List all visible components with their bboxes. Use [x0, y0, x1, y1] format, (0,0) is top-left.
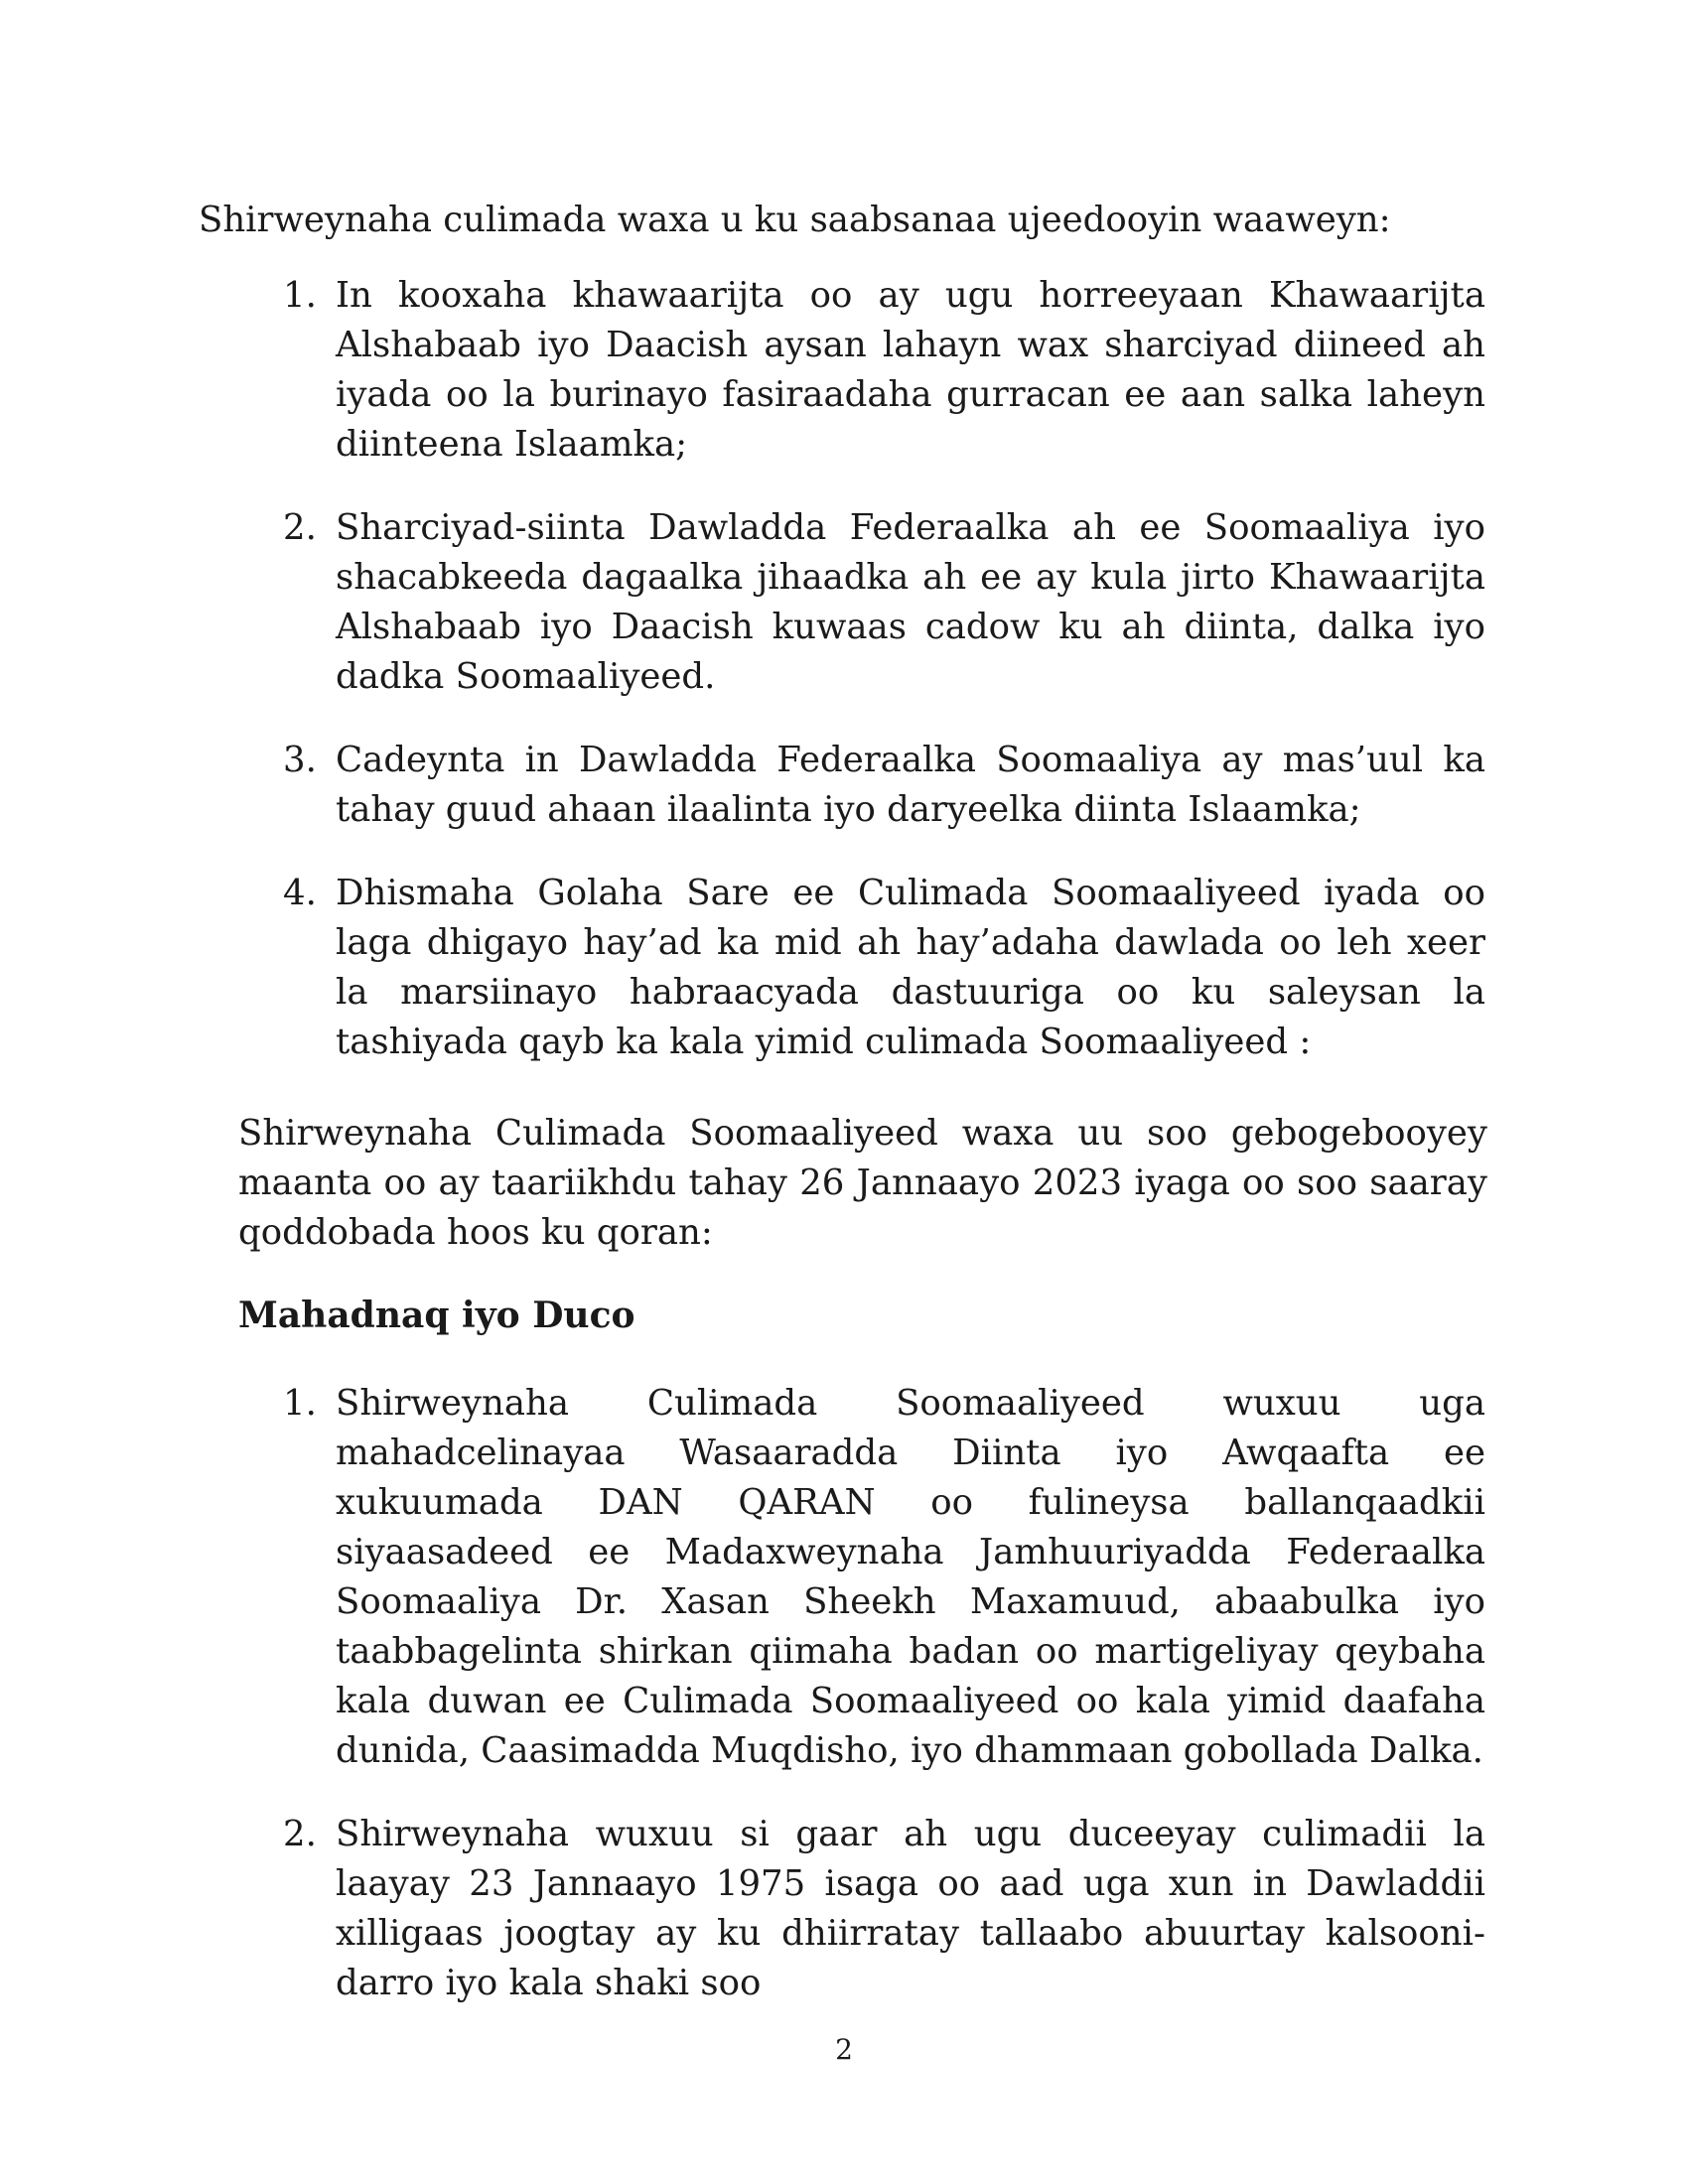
list-item-number: 3. [283, 740, 317, 780]
list-item [0, 1810, 1485, 2008]
closing-paragraph: Shirweynaha Culimada Soomaaliyeed waxa uu soo gebogebooyey maanta oo ay taariikhdu tahay 26 Jannaayo 2023 iyaga oo soo saaray qoddobada hoos ku qoran: [238, 1113, 1487, 1253]
list-item-number: 2. [283, 1814, 317, 1854]
list-item [0, 869, 1485, 1067]
list-item-number: 2. [283, 507, 317, 548]
resolutions-list [0, 1379, 1489, 2042]
list-item-text: Shirweynaha Culimada Soomaaliyeed wuxuu uga mahadcelinayaa Wasaaradda Diinta iyo Awqaafta ee xukuumada DAN QARAN oo fulineysa ballanqaadkii siyaasadeed ee Madaxweynaha Jamhuuriyadda Federaalka Soomaaliya Dr. Xasan Sheekh Maxamuud, abaabulka iyo taabbagelinta shirkan qiimaha badan oo martigeliyay qeybaha kala duwan ee Culimada Soomaaliyeed oo kala yimid daafaha dunida, Caasimadda Muqdisho, iyo dhammaan gobollada Dalka. [336, 1383, 1485, 1771]
page-number: 2 [835, 2033, 853, 2066]
list-item-text: Shirweynaha wuxuu si gaar ah ugu duceeyay culimadii la laayay 23 Jannaayo 1975 isaga oo aad uga xun in Dawladdii xilligaas joogtay ay ku dhiirratay tallaabo abuurtay kalsooni-darro iyo kala shaki soo [336, 1814, 1485, 2003]
list-item [0, 271, 1485, 470]
list-item-number: 4. [283, 873, 317, 913]
list-item [0, 736, 1485, 835]
intro-paragraph: Shirweynaha culimada waxa u ku saabsanaa ujeedooyin waaweyn: [199, 200, 1391, 240]
list-item-text: Sharciyad-siinta Dawladda Federaalka ah ee Soomaaliya iyo shacabkeeda dagaalka jihaadka ah ee ay kula jirto Khawaarijta Alshabaab iyo Daacish kuwaas cadow ku ah diinta, dalka iyo dadka Soomaaliyeed. [336, 507, 1485, 697]
list-item-text: Cadeynta in Dawladda Federaalka Soomaaliya ay mas’uul ka tahay guud ahaan ilaalinta iyo daryeelka diinta Islaamka; [336, 740, 1485, 830]
list-item-text: Dhismaha Golaha Sare ee Culimada Soomaaliyeed iyada oo laga dhigayo hay’ad ka mid ah hay’adaha dawlada oo leh xeer la marsiinayo habraacyada dastuuriga oo ku saleysan la tashiyada qayb ka kala yimid culimada Soomaaliyeed : [336, 873, 1485, 1062]
list-item [0, 503, 1485, 702]
objectives-list [0, 271, 1489, 1101]
section-heading: Mahadnaq iyo Duco [238, 1295, 635, 1336]
list-item-text: In kooxaha khawaarijta oo ay ugu horreeyaan Khawaarijta Alshabaab iyo Daacish aysan lahayn wax sharciyad diineed ah iyada oo la burinayo fasiraadaha gurracan ee aan salka laheyn diinteena Islaamka; [336, 275, 1485, 465]
list-item-number: 1. [283, 275, 317, 316]
list-item-number: 1. [283, 1383, 317, 1424]
list-item [0, 1379, 1485, 1776]
